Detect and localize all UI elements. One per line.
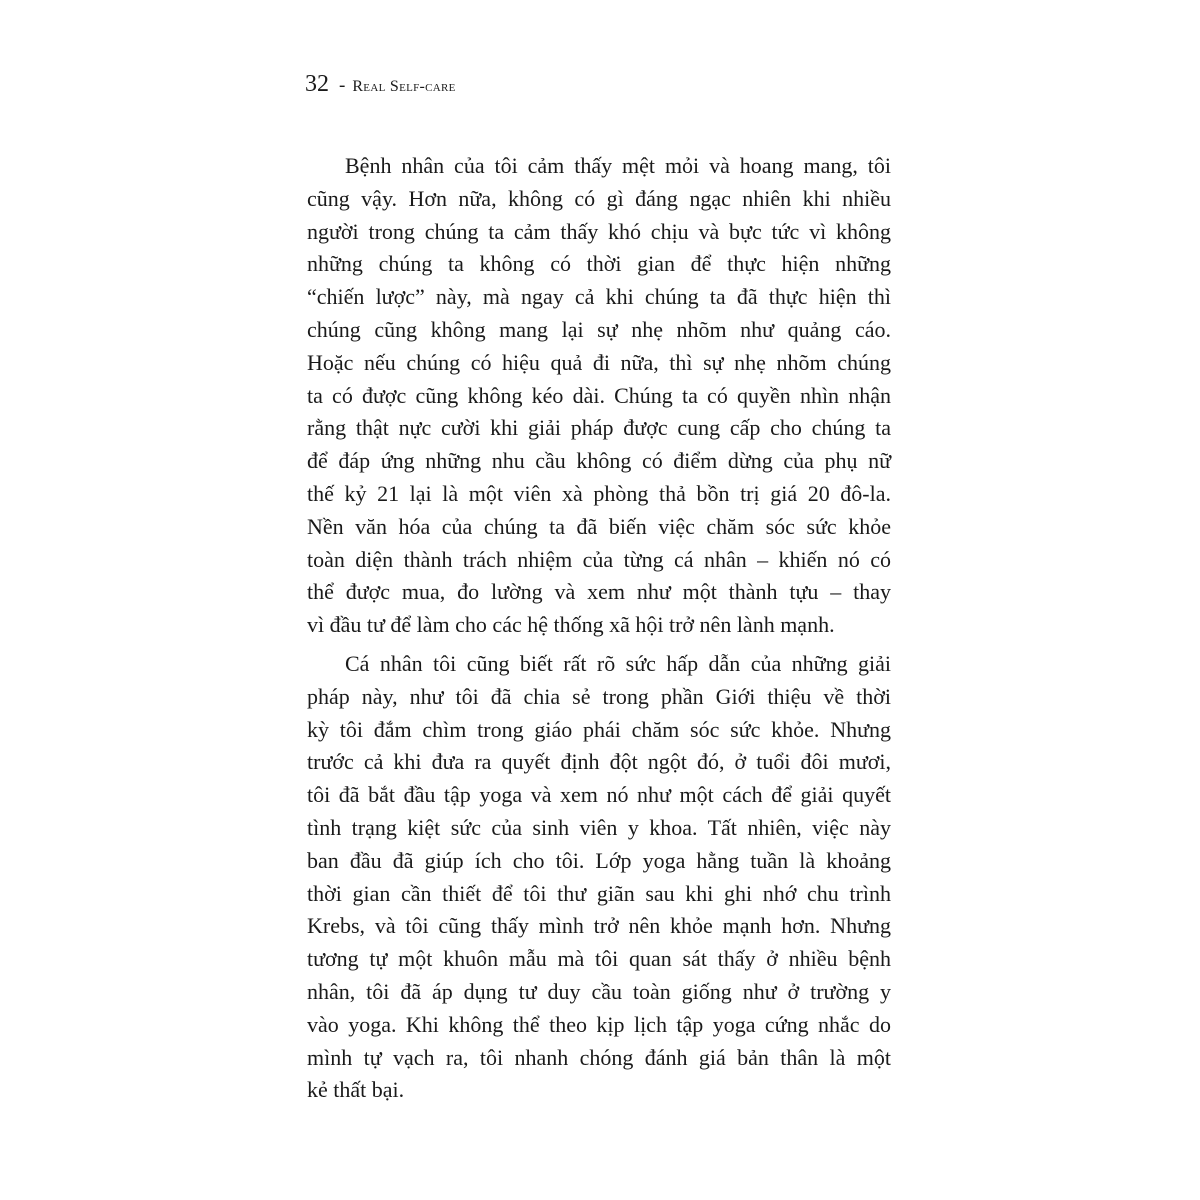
paragraph-2 (307, 648, 891, 1107)
text-line: cũng vậy. Hơn nữa, không có gì đáng ngạc nhiên khi nhiều (307, 185, 891, 211)
text-line: những chúng ta không có thời gian để thực hiện những (307, 251, 891, 277)
text-line: thể được mua, đo lường và xem như một thành tựu – thay (307, 579, 891, 605)
text-line: pháp này, như tôi đã chia sẻ trong phần Giới thiệu về thời (307, 683, 891, 709)
text-line: tương tự một khuôn mẫu mà tôi quan sát thấy ở nhiều bệnh (307, 946, 891, 972)
text-line: để đáp ứng những nhu cầu không có điểm dừng của phụ nữ (307, 448, 891, 474)
text-line: ta có được cũng không kéo dài. Chúng ta có quyền nhìn nhận (307, 382, 891, 408)
text-line: ban đầu đã giúp ích cho tôi. Lớp yoga hằng tuần là khoảng (307, 847, 891, 873)
text-line: rằng thật nực cười khi giải pháp được cung cấp cho chúng ta (307, 415, 891, 441)
text-line: tôi đã bắt đầu tập yoga và xem nó như một cách để giải quyết (307, 782, 891, 808)
paragraph-1 (307, 150, 891, 642)
text-line: kẻ thất bại. (307, 1077, 405, 1103)
text-line: toàn diện thành trách nhiệm của từng cá nhân – khiến nó có (307, 546, 891, 572)
text-line: nhân, tôi đã áp dụng tư duy cầu toàn giống như ở trường y (307, 978, 891, 1004)
text-line: người trong chúng ta cảm thấy khó chịu và bực tức vì không (307, 218, 891, 244)
text-line: tình trạng kiệt sức của sinh viên y khoa. Tất nhiên, việc này (307, 814, 891, 840)
text-line: chúng cũng không mang lại sự nhẹ nhõm như quảng cáo. (307, 316, 891, 342)
text-line: “chiến lược” này, mà ngay cả khi chúng ta đã thực hiện thì (307, 284, 891, 310)
text-line: Hoặc nếu chúng có hiệu quả đi nữa, thì sự nhẹ nhõm chúng (307, 349, 891, 375)
page-number: 32 (305, 71, 329, 97)
body-text (307, 150, 891, 1107)
text-line: Cá nhân tôi cũng biết rất rõ sức hấp dẫn của những giải (345, 650, 891, 676)
text-line: thế kỷ 21 lại là một viên xà phòng thả bồn trị giá 20 đô-la. (307, 480, 891, 506)
text-line: Nền văn hóa của chúng ta đã biến việc chăm sóc sức khỏe (307, 513, 891, 539)
text-line: trước cả khi đưa ra quyết định đột ngột đó, ở tuổi đôi mươi, (307, 749, 891, 775)
text-line: vào yoga. Khi không thể theo kịp lịch tập yoga cứng nhắc do (307, 1011, 891, 1037)
text-line: thời gian cần thiết để tôi thư giãn sau khi ghi nhớ chu trình (307, 880, 891, 906)
book-title: Real Self-care (352, 78, 456, 95)
text-line: kỳ tôi đắm chìm trong giáo phái chăm sóc sức khỏe. Nhưng (307, 716, 891, 742)
text-line: vì đầu tư để làm cho các hệ thống xã hội trở nên lành mạnh. (307, 612, 835, 638)
running-head-separator: - (339, 75, 346, 96)
running-head (305, 72, 456, 96)
text-line: Krebs, và tôi cũng thấy mình trở nên khỏe mạnh hơn. Nhưng (307, 913, 891, 939)
text-line: mình tự vạch ra, tôi nhanh chóng đánh giá bản thân là một (307, 1044, 891, 1070)
text-line: Bệnh nhân của tôi cảm thấy mệt mỏi và hoang mang, tôi (345, 153, 891, 178)
